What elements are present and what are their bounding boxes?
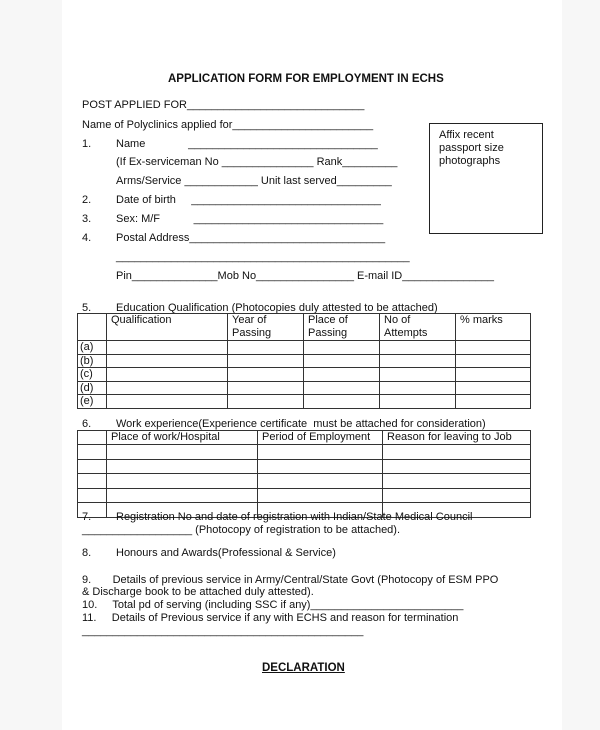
item-2-number: 2. xyxy=(82,194,92,206)
registration-field[interactable]: Registration No and date of registration with Indian/State Medical Council xyxy=(116,511,473,523)
table-cell[interactable] xyxy=(456,381,531,395)
table-row xyxy=(78,381,531,395)
row-label: (c) xyxy=(78,368,107,382)
ex-serviceman-field[interactable]: (If Ex-serviceman No _______________ Rank_________ xyxy=(116,156,398,168)
form-title: APPLICATION FORM FOR EMPLOYMENT IN ECHS xyxy=(168,73,444,85)
table-row xyxy=(78,445,531,460)
photo-box-label: Affix recent passport size photographs xyxy=(439,129,504,167)
postal-address-field[interactable]: Postal Address________________________________ xyxy=(116,232,386,244)
work-row-label-header xyxy=(78,431,107,445)
item-8-number: 8. xyxy=(82,547,92,559)
previous-service-field[interactable]: 9. Details of previous service in Army/Central/State Govt (Photocopy of ESM PPO xyxy=(82,574,499,586)
honours-awards-field[interactable]: Honours and Awards(Professional & Service) xyxy=(116,547,336,559)
table-row xyxy=(78,474,531,489)
table-cell[interactable] xyxy=(383,474,531,489)
table-cell[interactable] xyxy=(107,381,228,395)
table-cell[interactable] xyxy=(456,341,531,355)
table-cell[interactable] xyxy=(456,368,531,382)
education-header-row xyxy=(78,314,531,341)
education-heading: Education Qualification (Photocopies duly attested to be attached) xyxy=(116,302,438,314)
table-cell[interactable] xyxy=(107,354,228,368)
table-cell[interactable] xyxy=(304,395,380,409)
row-label: (a) xyxy=(78,341,107,355)
table-cell[interactable] xyxy=(383,488,531,503)
table-cell[interactable] xyxy=(258,459,383,474)
table-cell[interactable] xyxy=(107,488,258,503)
header-period-of-employment: Period of Employment xyxy=(258,431,383,445)
photo-box xyxy=(429,123,543,234)
item-3-number: 3. xyxy=(82,213,92,225)
post-applied-field[interactable]: POST APPLIED FOR_____________________________ xyxy=(82,99,365,111)
header-place-of-work: Place of work/Hospital xyxy=(107,431,258,445)
item-7-number: 7. xyxy=(82,511,92,523)
table-cell[interactable] xyxy=(107,459,258,474)
name-field[interactable]: Name _______________________________ xyxy=(116,138,378,150)
table-cell[interactable] xyxy=(304,341,380,355)
header-place-of-passing: Place of Passing xyxy=(304,314,380,341)
table-cell[interactable] xyxy=(380,368,456,382)
table-cell[interactable] xyxy=(228,341,304,355)
table-cell[interactable] xyxy=(456,395,531,409)
item-1-number: 1. xyxy=(82,138,92,150)
item-4-number: 4. xyxy=(82,232,92,244)
table-cell[interactable] xyxy=(304,368,380,382)
table-cell[interactable] xyxy=(107,368,228,382)
row-label: (d) xyxy=(78,381,107,395)
echs-service-field-line-2[interactable]: ______________________________________________ xyxy=(82,625,364,637)
table-cell[interactable] xyxy=(107,341,228,355)
header-qualification: Qualification xyxy=(107,314,228,341)
table-row xyxy=(78,354,531,368)
table-cell[interactable] xyxy=(107,445,258,460)
table-cell xyxy=(78,445,107,460)
table-cell[interactable] xyxy=(258,474,383,489)
row-label: (e) xyxy=(78,395,107,409)
table-cell[interactable] xyxy=(380,381,456,395)
education-row-label-header xyxy=(78,314,107,341)
work-header-row xyxy=(78,431,531,445)
header-no-of-attempts: No of Attempts xyxy=(380,314,456,341)
table-cell[interactable] xyxy=(107,395,228,409)
arms-service-field[interactable]: Arms/Service ____________ Unit last served_________ xyxy=(116,175,392,187)
table-cell xyxy=(78,474,107,489)
work-experience-table xyxy=(77,430,531,518)
education-table xyxy=(77,313,531,409)
table-cell[interactable] xyxy=(380,395,456,409)
sex-field[interactable]: Sex: M/F _______________________________ xyxy=(116,213,384,225)
row-label: (b) xyxy=(78,354,107,368)
table-cell[interactable] xyxy=(383,445,531,460)
table-cell[interactable] xyxy=(380,354,456,368)
table-cell[interactable] xyxy=(228,381,304,395)
table-row xyxy=(78,368,531,382)
echs-service-field[interactable]: 11. Details of Previous service if any with ECHS and reason for termination xyxy=(82,612,459,624)
table-cell[interactable] xyxy=(380,341,456,355)
table-row xyxy=(78,488,531,503)
date-of-birth-field[interactable]: Date of birth _______________________________ xyxy=(116,194,381,206)
table-cell[interactable] xyxy=(456,354,531,368)
previous-service-field-line-2[interactable]: & Discharge book to be attached duly attested). xyxy=(82,586,314,598)
table-cell[interactable] xyxy=(258,445,383,460)
postal-address-line-2[interactable]: ________________________________________________ xyxy=(116,251,410,263)
table-row xyxy=(78,341,531,355)
table-cell[interactable] xyxy=(228,368,304,382)
table-cell[interactable] xyxy=(228,354,304,368)
table-row xyxy=(78,459,531,474)
table-cell[interactable] xyxy=(107,474,258,489)
table-cell[interactable] xyxy=(304,381,380,395)
header-percent-marks: % marks xyxy=(456,314,531,341)
header-year-of-passing: Year of Passing xyxy=(228,314,304,341)
declaration-heading: DECLARATION xyxy=(262,662,345,674)
header-reason-for-leaving: Reason for leaving to Job xyxy=(383,431,531,445)
item-5-number: 5. xyxy=(82,302,92,314)
table-cell[interactable] xyxy=(258,488,383,503)
work-experience-heading: Work experience(Experience certificate must be attached for consideration) xyxy=(116,418,486,430)
item-6-number: 6. xyxy=(82,418,92,430)
table-cell[interactable] xyxy=(304,354,380,368)
table-cell[interactable] xyxy=(228,395,304,409)
table-cell xyxy=(78,488,107,503)
table-row xyxy=(78,395,531,409)
total-service-field[interactable]: 10. Total pd of serving (including SSC if any)_________________________ xyxy=(82,599,464,611)
registration-field-line-2[interactable]: __________________ (Photocopy of registration to be attached). xyxy=(82,524,401,536)
table-cell[interactable] xyxy=(383,459,531,474)
table-cell xyxy=(78,459,107,474)
polyclinics-field[interactable]: Name of Polyclinics applied for_______________________ xyxy=(82,119,374,131)
pin-mob-email-field[interactable]: Pin______________Mob No________________ E-mail ID_______________ xyxy=(116,270,494,282)
